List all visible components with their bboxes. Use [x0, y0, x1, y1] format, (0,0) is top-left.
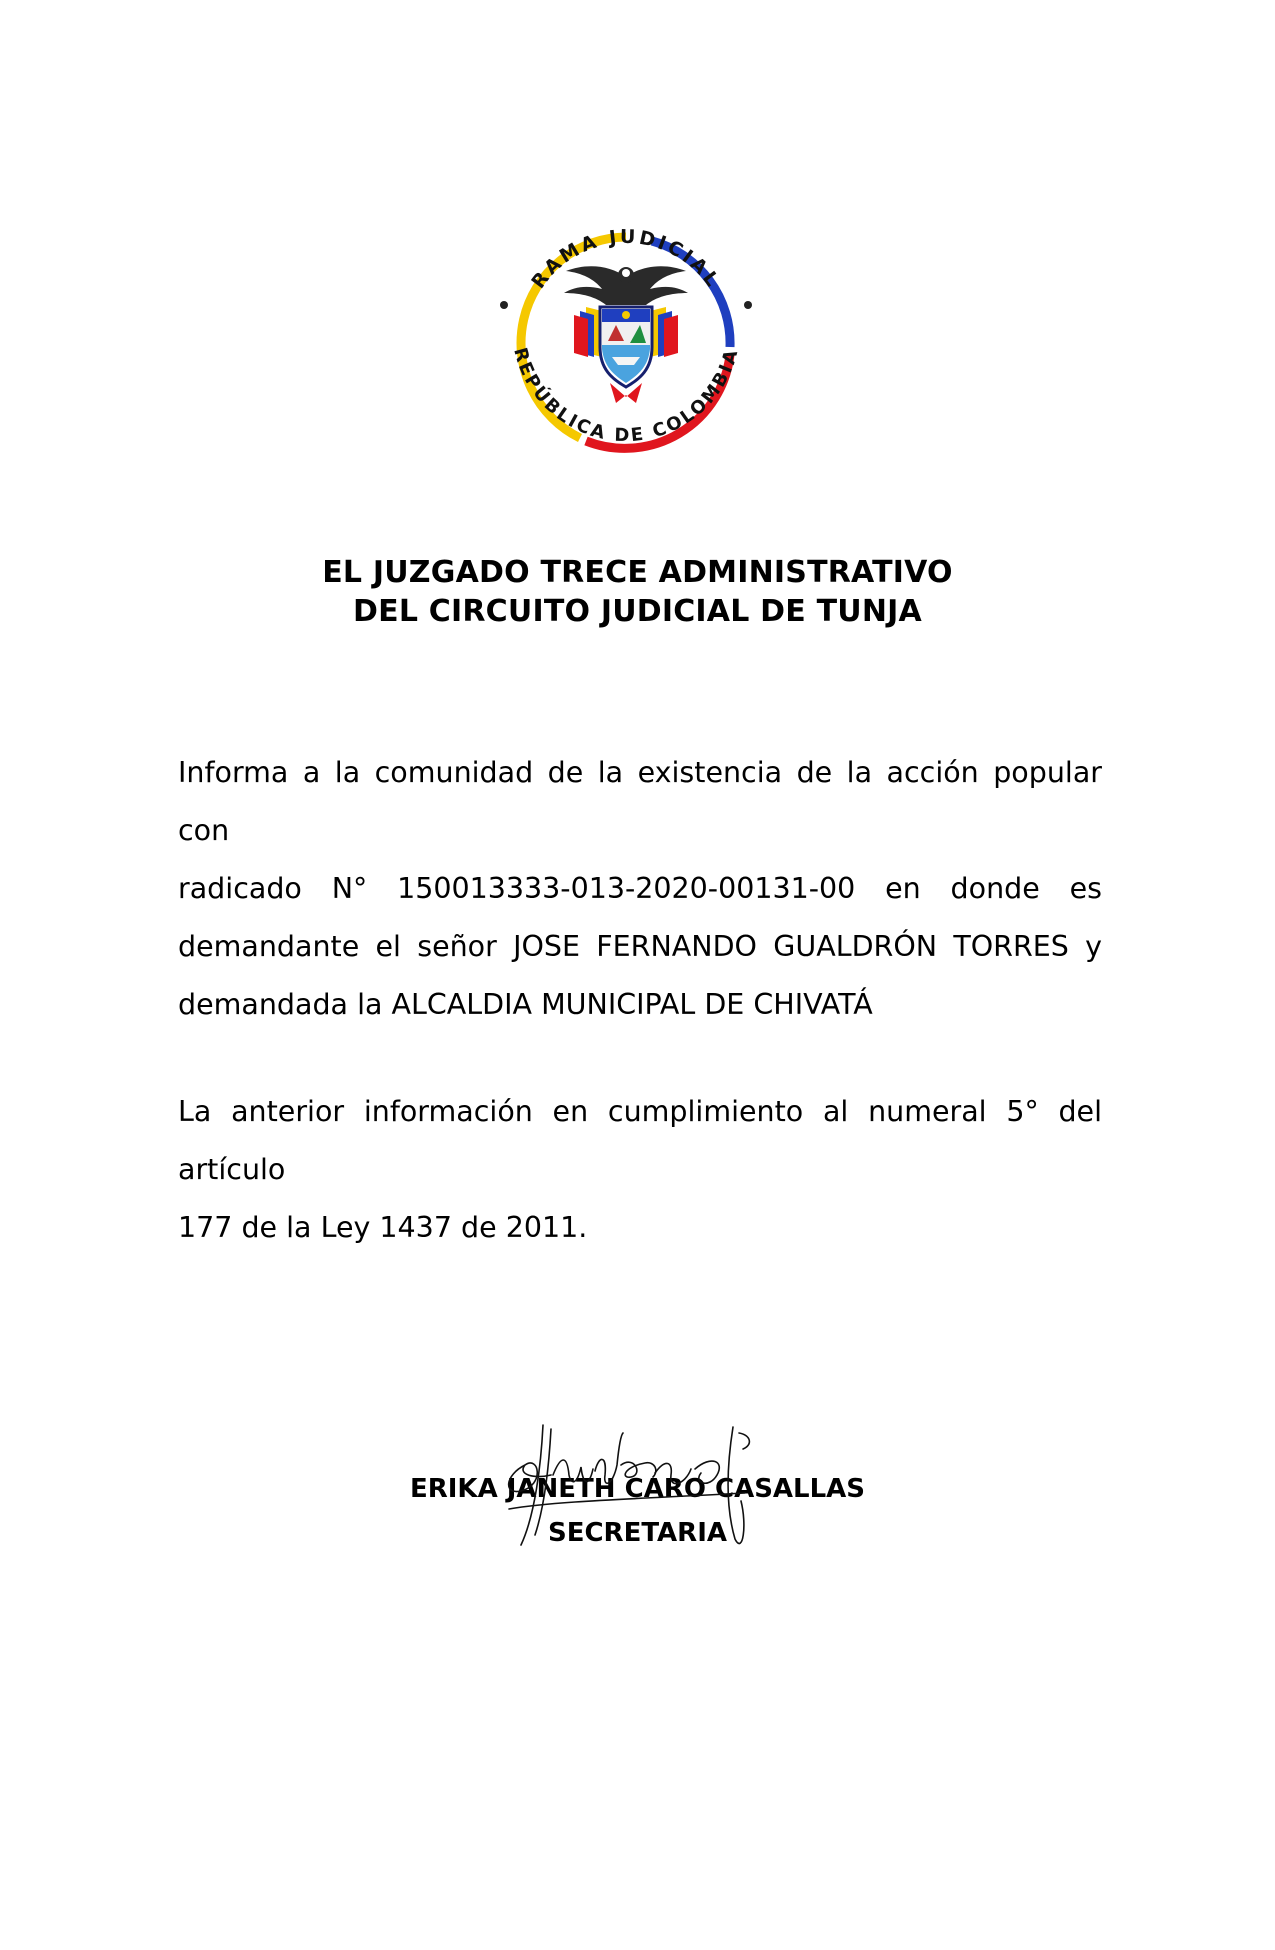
signer-role: SECRETARIA — [547, 1518, 727, 1548]
notice-line: radicado N° 150013333-013-2020-00131-00 en donde es — [178, 872, 1102, 905]
legal-basis-paragraph — [178, 1083, 1102, 1257]
seal-top-text: RAMA JUDICIAL — [527, 225, 725, 293]
court-title-line2: DEL CIRCUITO JUDICIAL DE TUNJA — [353, 594, 922, 629]
legal-basis-line: 177 de la Ley 1437 de 2011. — [178, 1211, 588, 1244]
seal-bottom-text: REPÚBLICA DE COLOMBIA — [509, 345, 743, 447]
notice-line: demandante el señor JOSE FERNANDO GUALDRÓN TORRES y — [178, 930, 1102, 963]
legal-basis-line: La anterior información en cumplimiento al numeral 5° del artículo — [178, 1095, 1102, 1186]
court-title-line1: EL JUZGADO TRECE ADMINISTRATIVO — [322, 555, 953, 590]
coat-of-arms-icon — [564, 266, 688, 403]
notice-paragraph — [178, 744, 1102, 1034]
handwritten-signature-icon — [495, 1405, 765, 1555]
notice-line: Informa a la comunidad de la existencia de la acción popular con — [178, 756, 1102, 847]
signer-name: ERIKA JANETH CARO CASALLAS — [409, 1474, 866, 1504]
notice-line: demandada la ALCALDIA MUNICIPAL DE CHIVATÁ — [178, 988, 873, 1021]
rama-judicial-seal — [490, 207, 762, 479]
